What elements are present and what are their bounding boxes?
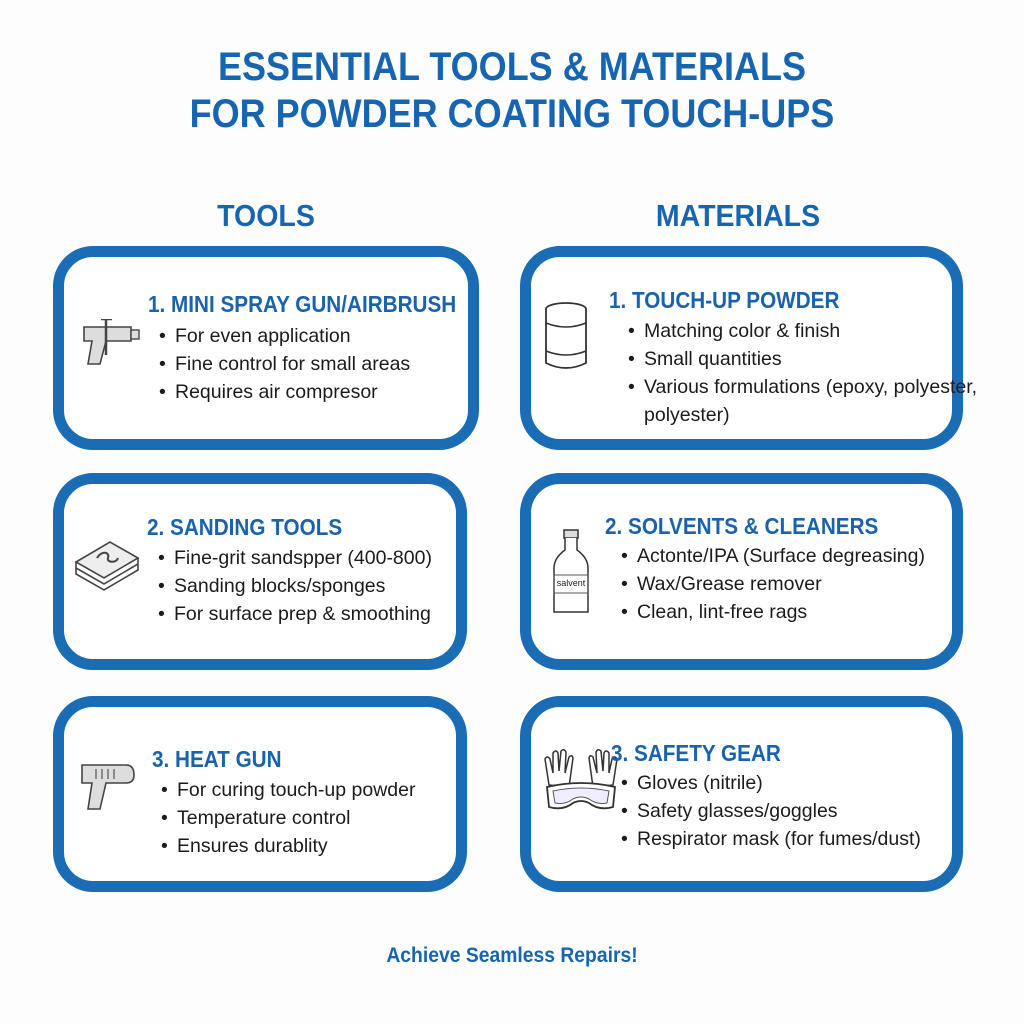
footer-tagline: Achieve Seamless Repairs!	[386, 944, 638, 967]
bullet-list	[619, 769, 921, 853]
tools-heading: TOOLS	[217, 198, 315, 233]
heat-gun-icon	[76, 759, 142, 815]
card-title: 2. SANDING TOOLS	[147, 514, 343, 540]
material-card-solvents	[520, 473, 963, 670]
bullet-item: • Actonte/IPA (Surface degreasing)	[619, 542, 925, 570]
bullet-item: • Gloves (nitrile)	[619, 769, 921, 797]
bullet-item: • Temperature control	[159, 804, 415, 832]
tool-card-sanding	[53, 473, 467, 670]
card-title: 3. HEAT GUN	[152, 746, 282, 772]
bullet-item: • Requires air compresor	[157, 378, 410, 406]
bullet-item: • Ensures durablity	[159, 832, 415, 860]
bullet-item: • For even application	[157, 322, 410, 350]
card-title: 3. SAFETY GEAR	[611, 740, 781, 766]
bullet-item: • Clean, lint-free rags	[619, 598, 925, 626]
bullet-list	[156, 544, 432, 628]
bullet-item: • Sanding blocks/sponges	[156, 572, 432, 600]
card-title: 2. SOLVENTS & CLEANERS	[605, 513, 879, 539]
bullet-list	[619, 542, 925, 626]
title-line-2: FOR POWDER COATING TOUCH-UPS	[189, 92, 835, 136]
materials-heading: MATERIALS	[655, 198, 821, 233]
sandpaper-icon	[72, 532, 142, 592]
tool-card-heat-gun	[53, 696, 467, 892]
title-line-1: ESSENTIAL TOOLS & MATERIALS	[217, 45, 807, 89]
bullet-list	[159, 776, 415, 860]
bullet-item: • Respirator mask (for fumes/dust)	[619, 825, 921, 853]
tool-card-spray-gun	[53, 246, 479, 450]
material-card-safety	[520, 696, 963, 892]
bullet-item: • Various formulations (epoxy, polyester, polyester)	[626, 373, 989, 429]
card-title: 1. MINI SPRAY GUN/AIRBRUSH	[148, 291, 457, 317]
material-card-powder	[520, 246, 978, 450]
bullet-item: • Fine-grit sandspper (400-800)	[156, 544, 432, 572]
solvent-bottle-icon	[551, 528, 591, 614]
bullet-item: • Matching color & finish	[626, 317, 989, 345]
bullet-list	[157, 322, 410, 406]
bullet-item: • Safety glasses/goggles	[619, 797, 921, 825]
bottle-label: salvent	[556, 578, 586, 588]
bullet-item: • Wax/Grease remover	[619, 570, 925, 598]
bullet-item: • For curing touch-up powder	[159, 776, 415, 804]
bullet-list	[626, 317, 989, 429]
spray-gun-icon	[76, 319, 146, 369]
page-title	[51, 44, 973, 138]
gloves-goggles-icon	[541, 745, 621, 815]
bullet-item: • Fine control for small areas	[157, 350, 410, 378]
powder-can-icon	[543, 301, 589, 371]
bullet-item: • For surface prep & smoothing	[156, 600, 432, 628]
card-title: 1. TOUCH-UP POWDER	[609, 287, 840, 313]
bullet-item: • Small quantities	[626, 345, 989, 373]
